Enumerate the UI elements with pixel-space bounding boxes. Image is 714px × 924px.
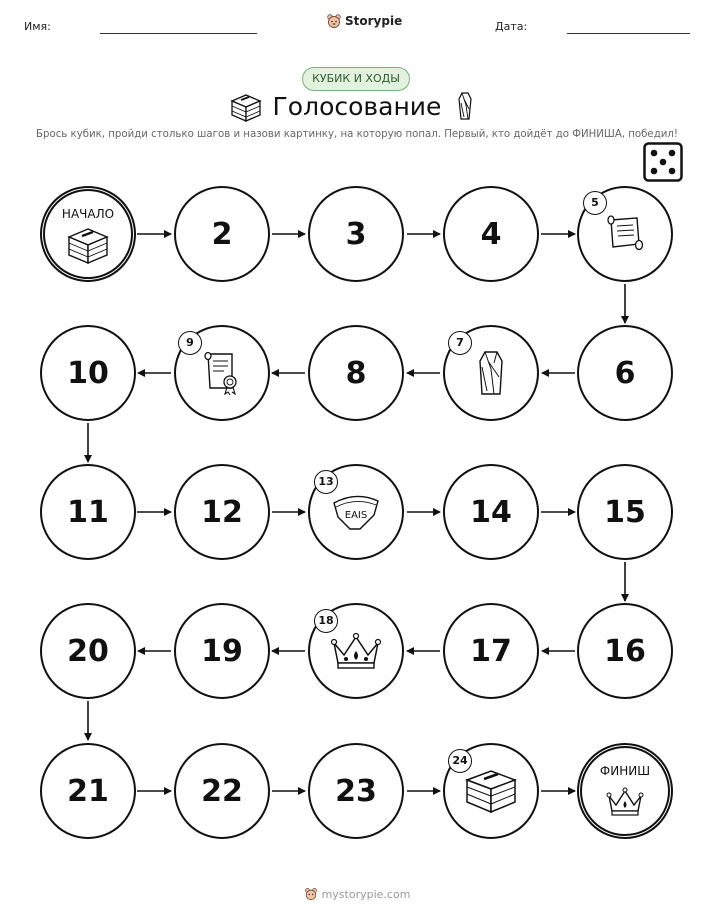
- crown-icon: [605, 786, 645, 818]
- space-number: 23: [335, 773, 377, 809]
- board-space-19[interactable]: [174, 603, 270, 699]
- name-label: Имя:: [24, 20, 51, 33]
- crown-icon: [329, 631, 383, 671]
- space-number-badge: 5: [583, 191, 607, 215]
- space-number: 19: [201, 633, 243, 669]
- space-number: 15: [604, 494, 646, 530]
- start-space[interactable]: [40, 186, 136, 282]
- ostracon-text: EAIS: [344, 510, 368, 521]
- space-number: 6: [614, 355, 636, 391]
- board-space-3[interactable]: [308, 186, 404, 282]
- space-number: 2: [211, 216, 233, 252]
- space-number: 16: [604, 633, 646, 669]
- board-space-12[interactable]: [174, 464, 270, 560]
- space-number: 17: [470, 633, 512, 669]
- ballot-box-icon: [463, 766, 519, 816]
- space-number: 21: [67, 773, 109, 809]
- board-space-16[interactable]: [577, 603, 673, 699]
- bear-icon: [304, 887, 318, 901]
- board-space-4[interactable]: [443, 186, 539, 282]
- logo-text: Storypie: [345, 14, 403, 28]
- space-number: 22: [201, 773, 243, 809]
- finish-space[interactable]: [577, 743, 673, 839]
- board-space-11[interactable]: [40, 464, 136, 560]
- date-label: Дата:: [495, 20, 528, 33]
- space-number: 8: [345, 355, 367, 391]
- footer-url[interactable]: mystorypie.com: [321, 887, 411, 901]
- decree-scroll-icon: [200, 350, 244, 396]
- board-space-22[interactable]: [174, 743, 270, 839]
- footer: [0, 887, 714, 901]
- space-number: 3: [345, 216, 367, 252]
- board-space-6[interactable]: [577, 325, 673, 421]
- category-badge: КУБИК И ХОДЫ: [302, 67, 410, 91]
- start-label: НАЧАЛО: [61, 207, 115, 221]
- space-number: 12: [201, 494, 243, 530]
- space-number-badge: 9: [178, 331, 202, 355]
- board-space-14[interactable]: [443, 464, 539, 560]
- toga-icon: [474, 349, 508, 397]
- space-number-badge: 24: [448, 749, 472, 773]
- space-number: 14: [470, 494, 512, 530]
- page-title: Голосование: [272, 92, 442, 121]
- space-number: 4: [480, 216, 502, 252]
- board-space-15[interactable]: [577, 464, 673, 560]
- finish-label: ФИНИШ: [599, 764, 651, 778]
- board-space-2[interactable]: [174, 186, 270, 282]
- board-space-17[interactable]: [443, 603, 539, 699]
- ostracon-icon: [330, 491, 382, 533]
- space-number-badge: 7: [448, 331, 472, 355]
- board-space-8[interactable]: [308, 325, 404, 421]
- space-number-badge: 18: [314, 609, 338, 633]
- board-space-23[interactable]: [308, 743, 404, 839]
- board-space-21[interactable]: [40, 743, 136, 839]
- space-number: 11: [67, 494, 109, 530]
- ballot-box-icon: [65, 225, 111, 265]
- instructions: Брось кубик, пройди столько шагов и назови картинку, на которую попал. Первый, кто дойдёт до ФИНИША, победил!: [36, 129, 678, 140]
- space-number: 10: [67, 355, 109, 391]
- space-number-badge: 13: [314, 470, 338, 494]
- scroll-icon: [603, 214, 647, 254]
- board-space-20[interactable]: [40, 603, 136, 699]
- space-number: 20: [67, 633, 109, 669]
- board-space-10[interactable]: [40, 325, 136, 421]
